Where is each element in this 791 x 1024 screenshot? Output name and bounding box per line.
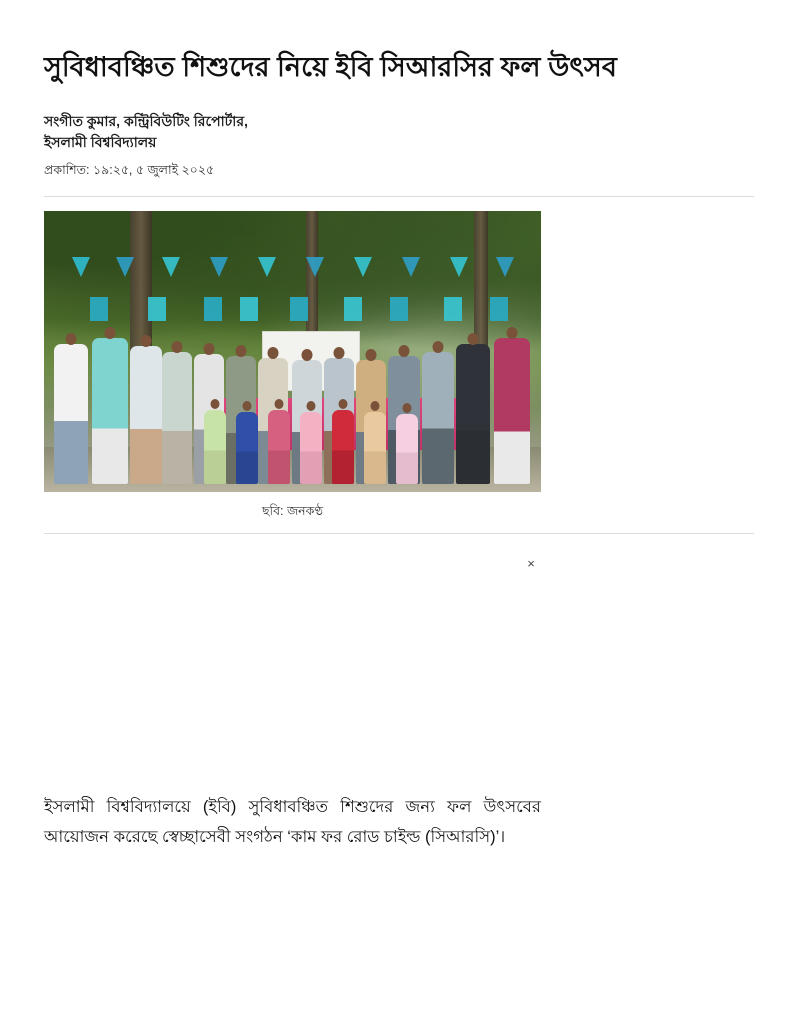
byline-affiliation: ইসলামী বিশ্ববিদ্যালয় [44,134,157,151]
photo-caption: ছবি: জনকণ্ঠ [261,503,324,518]
article-photo [44,211,541,492]
byline [44,111,754,154]
published-date: প্রকাশিত: ১৯:২৫, ৫ জুলাই ২০২৫ [44,162,215,177]
article-paragraph: ইসলামী বিশ্ববিদ্যালয়ে (ইবি) সুবিধাবঞ্চিত শিশুদের জন্য ফল উৎসবের আয়োজন করেছে স্বেচ্ছাসেবী সংগঠন ‘কাম ফর রোড চাইল্ড (সিআরসি)’। [44,797,541,847]
close-icon[interactable]: × [523,556,539,572]
byline-author: সংগীত কুমার, কন্ট্রিবিউটিং রিপোর্টার, [44,112,248,129]
ad-slot[interactable] [44,534,754,792]
photo-crowd [44,310,541,484]
page-title: সুবিধাবঞ্চিত শিশুদের নিয়ে ইবি সিআরসির ফল উৎসব [44,52,617,82]
article-content [44,50,754,853]
divider-top [44,196,754,197]
article-figure [44,211,541,533]
